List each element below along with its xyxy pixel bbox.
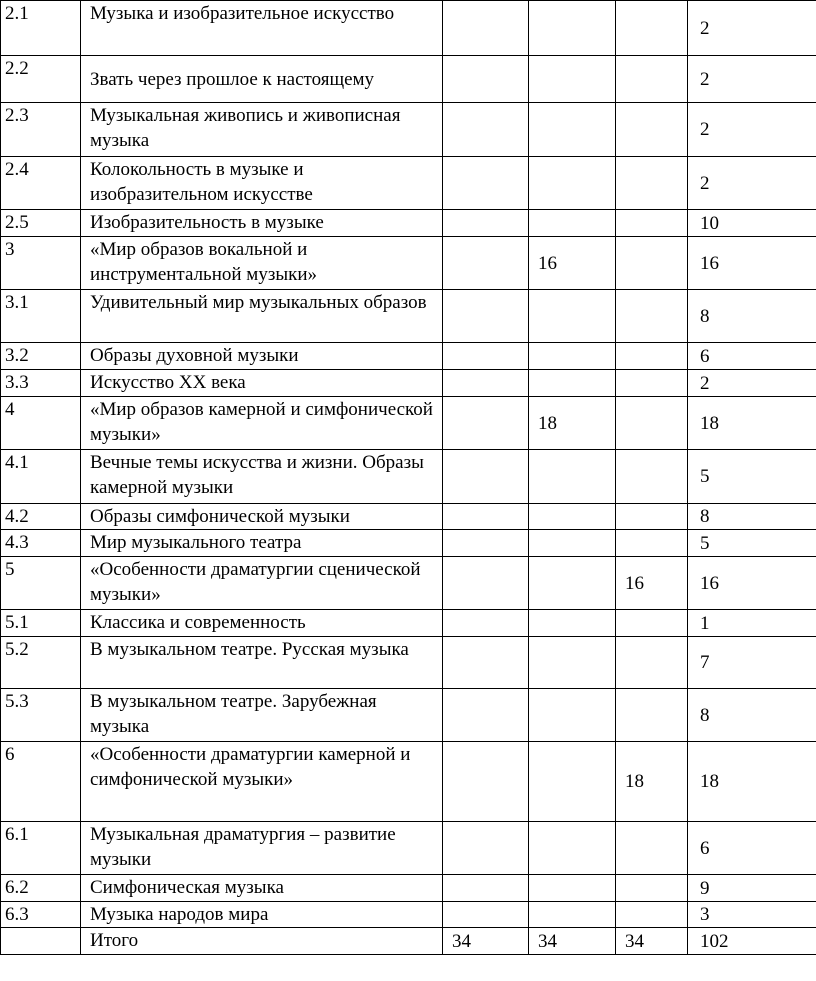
topic-title: Музыкальная живопись и живописная музыка [81, 103, 443, 157]
table-row [1, 822, 816, 875]
hours-total: 8 [688, 689, 816, 742]
row-number: 6.3 [1, 902, 81, 928]
topic-title: «Мир образов камерной и симфонической музыки» [81, 397, 443, 450]
row-number: 3.1 [1, 290, 81, 343]
table-row [1, 1, 816, 56]
hours-total: 2 [688, 103, 816, 157]
hours-total: 102 [688, 928, 816, 955]
table-row [1, 689, 816, 742]
column-3-value [616, 637, 688, 689]
column-1-value [443, 610, 529, 637]
column-1-value [443, 1, 529, 56]
topic-title: Образы симфонической музыки [81, 504, 443, 530]
column-1-value [443, 103, 529, 157]
column-1-value [443, 210, 529, 237]
topic-title: «Особенности драматургии сценической музыки» [81, 557, 443, 610]
column-3-value [616, 450, 688, 504]
table-row [1, 103, 816, 157]
column-3-value [616, 157, 688, 210]
row-number: 2.1 [1, 1, 81, 56]
table-row [1, 157, 816, 210]
table-row [1, 504, 816, 530]
column-3-value [616, 343, 688, 370]
topic-title: В музыкальном театре. Зарубежная музыка [81, 689, 443, 742]
column-1-value [443, 637, 529, 689]
row-number: 3.2 [1, 343, 81, 370]
column-2-value [529, 1, 616, 56]
table-row [1, 557, 816, 610]
column-1-value [443, 370, 529, 397]
column-3-value [616, 290, 688, 343]
hours-total: 8 [688, 290, 816, 343]
column-2-value: 16 [529, 237, 616, 290]
topic-title: Образы духовной музыки [81, 343, 443, 370]
table-row-total [1, 928, 816, 955]
column-2-value [529, 875, 616, 902]
column-2-value [529, 450, 616, 504]
topic-title: Вечные темы искусства и жизни. Образы камерной музыки [81, 450, 443, 504]
table-row [1, 343, 816, 370]
table-row [1, 450, 816, 504]
hours-total: 6 [688, 343, 816, 370]
table-row [1, 56, 816, 103]
row-number: 5.2 [1, 637, 81, 689]
table-row [1, 875, 816, 902]
column-3-value [616, 397, 688, 450]
column-3-value [616, 210, 688, 237]
topic-title: Мир музыкального театра [81, 530, 443, 557]
topic-title: «Мир образов вокальной и инструментальной музыки» [81, 237, 443, 290]
topic-title: Удивительный мир музыкальных образов [81, 290, 443, 343]
column-3-value [616, 1, 688, 56]
column-1-value [443, 822, 529, 875]
column-3-value [616, 56, 688, 103]
column-3-value [616, 370, 688, 397]
table-row [1, 902, 816, 928]
hours-total: 6 [688, 822, 816, 875]
column-2-value [529, 689, 616, 742]
table-row [1, 610, 816, 637]
topic-title: Изобразительность в музыке [81, 210, 443, 237]
column-1-value [443, 689, 529, 742]
topic-title: В музыкальном театре. Русская музыка [81, 637, 443, 689]
column-2-value [529, 103, 616, 157]
row-number: 5.3 [1, 689, 81, 742]
column-1-value [443, 504, 529, 530]
column-1-value [443, 875, 529, 902]
column-2-value [529, 530, 616, 557]
hours-total: 5 [688, 450, 816, 504]
row-number: 5 [1, 557, 81, 610]
hours-total: 16 [688, 557, 816, 610]
topic-title: Классика и современность [81, 610, 443, 637]
topic-title: Музыкальная драматургия – развитие музыки [81, 822, 443, 875]
column-2-value [529, 210, 616, 237]
column-2-value [529, 742, 616, 822]
hours-total: 1 [688, 610, 816, 637]
column-2-value: 34 [529, 928, 616, 955]
row-number: 4.2 [1, 504, 81, 530]
column-2-value [529, 504, 616, 530]
table-row [1, 290, 816, 343]
column-2-value: 18 [529, 397, 616, 450]
hours-total: 16 [688, 237, 816, 290]
hours-total: 10 [688, 210, 816, 237]
table-row [1, 742, 816, 822]
hours-total: 5 [688, 530, 816, 557]
column-2-value [529, 343, 616, 370]
table-row [1, 637, 816, 689]
column-2-value [529, 902, 616, 928]
column-2-value [529, 637, 616, 689]
curriculum-table-body [1, 1, 816, 955]
hours-total: 7 [688, 637, 816, 689]
column-1-value [443, 530, 529, 557]
row-number: 6.1 [1, 822, 81, 875]
column-3-value [616, 530, 688, 557]
column-2-value [529, 370, 616, 397]
hours-total: 3 [688, 902, 816, 928]
row-number: 6.2 [1, 875, 81, 902]
table-row [1, 530, 816, 557]
column-3-value [616, 689, 688, 742]
column-1-value [443, 902, 529, 928]
row-number: 2.4 [1, 157, 81, 210]
column-1-value [443, 557, 529, 610]
topic-title: Музыка и изобразительное искусство [81, 1, 443, 56]
hours-total: 8 [688, 504, 816, 530]
topic-title: Колокольность в музыке и изобразительном искусстве [81, 157, 443, 210]
topic-title: Искусство XX века [81, 370, 443, 397]
row-number: 2.2 [1, 56, 81, 103]
column-2-value [529, 557, 616, 610]
column-3-value [616, 875, 688, 902]
column-2-value [529, 290, 616, 343]
column-3-value [616, 103, 688, 157]
column-3-value [616, 504, 688, 530]
hours-total: 9 [688, 875, 816, 902]
hours-total: 2 [688, 370, 816, 397]
column-2-value [529, 157, 616, 210]
column-1-value [443, 450, 529, 504]
column-2-value [529, 56, 616, 103]
topic-title: Музыка народов мира [81, 902, 443, 928]
column-3-value: 18 [616, 742, 688, 822]
row-number: 4.1 [1, 450, 81, 504]
column-1-value [443, 56, 529, 103]
table-row [1, 397, 816, 450]
row-number [1, 928, 81, 955]
row-number: 3.3 [1, 370, 81, 397]
row-number: 4.3 [1, 530, 81, 557]
table-row [1, 210, 816, 237]
column-2-value [529, 822, 616, 875]
row-number: 4 [1, 397, 81, 450]
column-3-value [616, 610, 688, 637]
topic-title: Звать через прошлое к настоящему [81, 56, 443, 103]
table-row [1, 237, 816, 290]
row-number: 6 [1, 742, 81, 822]
hours-total: 18 [688, 742, 816, 822]
column-1-value [443, 742, 529, 822]
hours-total: 18 [688, 397, 816, 450]
topic-title: «Особенности драматургии камерной и симфонической музыки» [81, 742, 443, 822]
column-3-value [616, 822, 688, 875]
topic-title: Симфоническая музыка [81, 875, 443, 902]
table-row [1, 370, 816, 397]
column-3-value: 16 [616, 557, 688, 610]
column-3-value: 34 [616, 928, 688, 955]
hours-total: 2 [688, 56, 816, 103]
row-number: 2.3 [1, 103, 81, 157]
column-3-value [616, 902, 688, 928]
row-number: 5.1 [1, 610, 81, 637]
hours-total: 2 [688, 1, 816, 56]
column-1-value [443, 157, 529, 210]
column-1-value: 34 [443, 928, 529, 955]
column-1-value [443, 290, 529, 343]
column-1-value [443, 343, 529, 370]
column-2-value [529, 610, 616, 637]
topic-title: Итого [81, 928, 443, 955]
row-number: 2.5 [1, 210, 81, 237]
hours-total: 2 [688, 157, 816, 210]
column-3-value [616, 237, 688, 290]
row-number: 3 [1, 237, 81, 290]
column-1-value [443, 237, 529, 290]
column-1-value [443, 397, 529, 450]
